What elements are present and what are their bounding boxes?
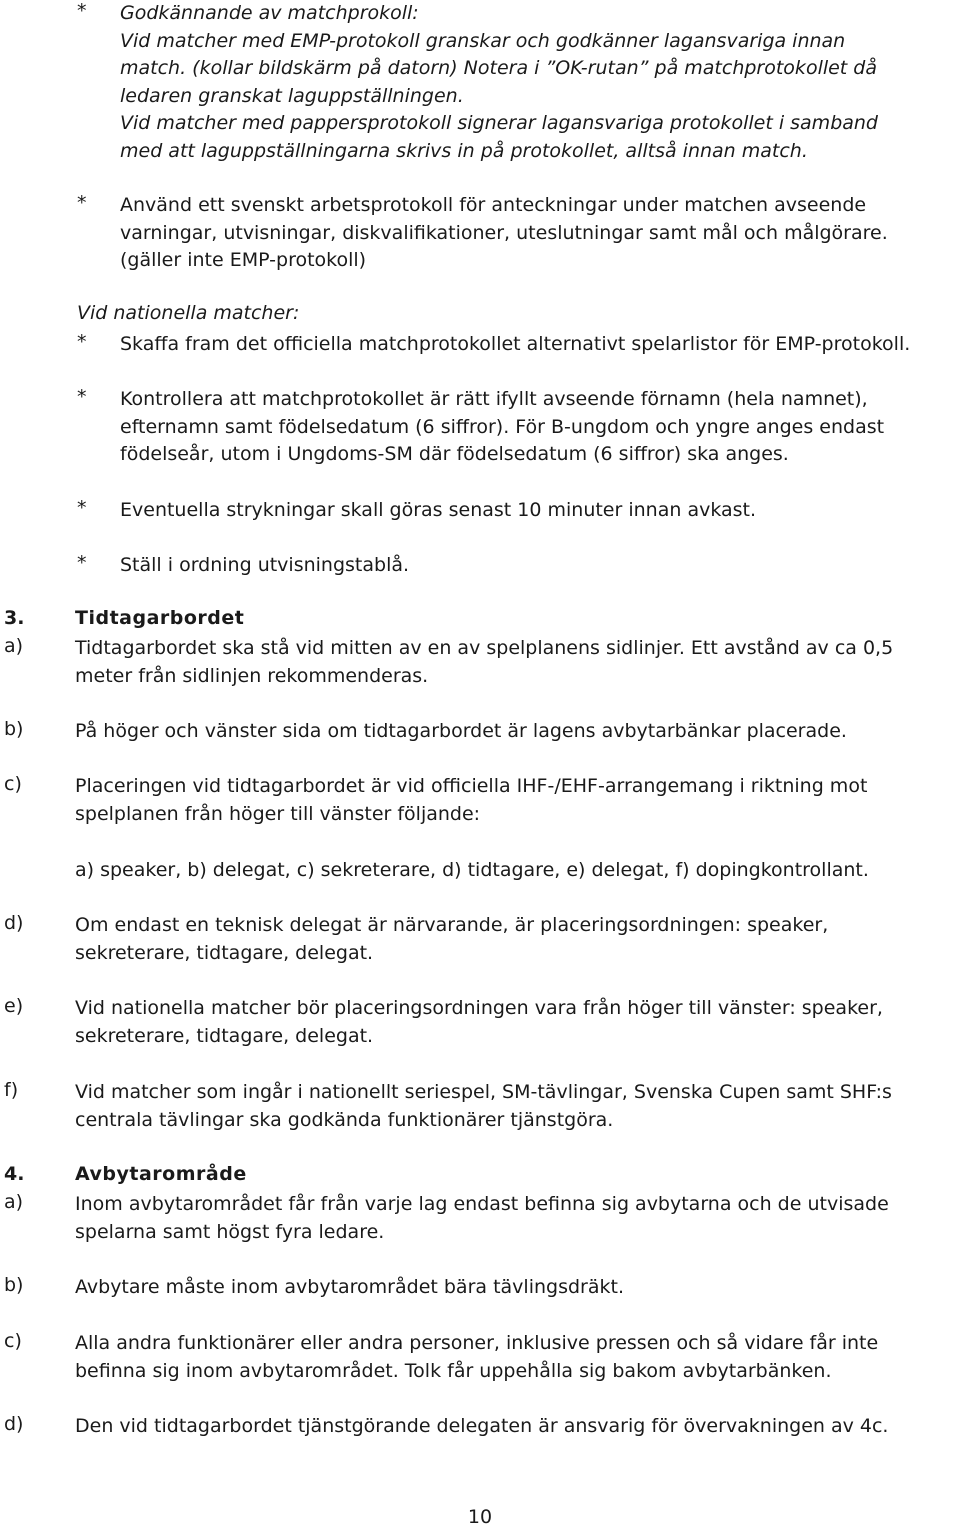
list-item-text	[75, 773, 952, 828]
bullet-marker: *	[77, 0, 87, 22]
text-line: befinna sig inom avbytarområdet. Tolk får uppehålla sig bakom avbytarbänken.	[75, 1359, 832, 1382]
section-number: 4.	[4, 1163, 25, 1185]
text-line: Ställ i ordning utvisningstablå.	[120, 554, 410, 576]
text-line: Godkännande av matchprokoll:	[120, 2, 419, 24]
item-letter: c)	[4, 773, 22, 795]
list-item-text	[75, 635, 952, 690]
bullet-marker: *	[77, 331, 87, 353]
text-line: a) speaker, b) delegat, c) sekreterare, d) tidtagare, e) delegat, f) dopingkontrollant.	[75, 859, 869, 881]
bullet-marker: *	[77, 552, 87, 574]
text-line: sekreterare, tidtagare, delegat.	[75, 1024, 374, 1047]
list-item-text	[75, 1413, 952, 1441]
list-item-text	[75, 912, 952, 967]
text-line: Vid matcher med pappersprotokoll signerar lagansvariga protokollet i samband	[120, 112, 878, 134]
list-item-text	[120, 497, 952, 525]
text-line: Tidtagarbordet ska stå vid mitten av en av spelplanens sidlinjer. Ett avstånd av ca 0,5	[75, 637, 894, 659]
item-letter: e)	[4, 995, 24, 1017]
list-item-text	[75, 718, 952, 746]
list-item-text	[75, 995, 952, 1050]
text-line: Skaffa fram det officiella matchprotokollet alternativt spelarlistor för EMP-protokoll.	[120, 333, 911, 355]
item-letter: d)	[4, 1413, 24, 1435]
text-line: (gäller inte EMP-protokoll)	[120, 249, 367, 271]
text-line: centrala tävlingar ska godkända funktionärer tjänstgöra.	[75, 1108, 614, 1131]
text-line: Avbytare måste inom avbytarområdet bära tävlingsdräkt.	[75, 1276, 624, 1298]
text-line: Vid matcher med EMP-protokoll granskar och godkänner lagansvariga innan	[120, 29, 846, 52]
list-item-text	[75, 857, 952, 885]
list-item-text	[75, 1330, 952, 1385]
text-line: Eventuella strykningar skall göras senast 10 minuter innan avkast.	[120, 499, 757, 521]
text-line: varningar, utvisningar, diskvalifikationer, uteslutningar samt mål och målgörare.	[120, 221, 888, 244]
text-line: Den vid tidtagarbordet tjänstgörande delegaten är ansvarig för övervakningen av 4c.	[75, 1415, 889, 1437]
text-line: sekreterare, tidtagare, delegat.	[75, 941, 374, 964]
item-letter: b)	[4, 718, 24, 740]
list-item-text	[75, 1191, 952, 1246]
list-item-text	[120, 0, 952, 165]
list-item-text	[75, 1274, 952, 1302]
text-line: Om endast en teknisk delegat är närvarande, är placeringsordningen: speaker,	[75, 914, 829, 936]
text-line: Alla andra funktionärer eller andra personer, inklusive pressen och så vidare får inte	[75, 1332, 879, 1354]
page-number: 10	[467, 1506, 493, 1528]
item-letter: d)	[4, 912, 24, 934]
text-line: På höger och vänster sida om tidtagarbordet är lagens avbytarbänkar placerade.	[75, 720, 847, 742]
text-line: efternamn samt födelsedatum (6 siffror). För B-ungdom och yngre anges endast	[120, 415, 885, 438]
section-title: Tidtagarbordet	[75, 607, 245, 629]
list-item-text	[120, 192, 952, 275]
item-letter: b)	[4, 1274, 24, 1296]
item-letter: c)	[4, 1330, 22, 1352]
text-line: spelarna samt högst fyra ledare.	[75, 1220, 385, 1243]
text-line: födelseår, utom i Ungdoms-SM där födelsedatum (6 siffror) ska anges.	[120, 443, 789, 465]
list-item-text	[120, 386, 952, 469]
text-line: med att laguppställningarna skrivs in på protokollet, alltså innan match.	[120, 139, 808, 162]
item-letter: f)	[4, 1079, 19, 1101]
list-item-text	[75, 1079, 952, 1134]
bullet-marker: *	[77, 192, 87, 214]
text-line: spelplanen från höger till vänster följande:	[75, 802, 481, 825]
item-letter: a)	[4, 635, 24, 657]
text-line: ledaren granskat laguppställningen.	[120, 84, 464, 107]
list-item-text	[120, 552, 952, 580]
text-line: Använd ett svenskt arbetsprotokoll för anteckningar under matchen avseende	[120, 194, 867, 216]
bullet-marker: *	[77, 497, 87, 519]
section-title: Avbytarområde	[75, 1163, 247, 1185]
text-line: Kontrollera att matchprotokollet är rätt ifyllt avseende förnamn (hela namnet),	[120, 388, 868, 410]
text-line: meter från sidlinjen rekommenderas.	[75, 664, 429, 687]
text-line: match. (kollar bildskärm på datorn) Notera i ”OK-rutan” på matchprotokollet då	[120, 57, 878, 79]
text-line: Placeringen vid tidtagarbordet är vid officiella IHF-/EHF-arrangemang i riktning mot	[75, 775, 868, 797]
text-line: Inom avbytarområdet får från varje lag endast befinna sig avbytarna och de utvisade	[75, 1193, 889, 1215]
subheading-text: Vid nationella matcher:	[77, 302, 300, 324]
item-letter: a)	[4, 1191, 24, 1213]
bullet-marker: *	[77, 386, 87, 408]
list-item-text	[120, 331, 952, 359]
section-number: 3.	[4, 607, 25, 629]
text-line: Vid matcher som ingår i nationellt seriespel, SM-tävlingar, Svenska Cupen samt SHF:s	[75, 1081, 892, 1103]
text-line: Vid nationella matcher bör placeringsordningen vara från höger till vänster: speaker,	[75, 997, 883, 1019]
